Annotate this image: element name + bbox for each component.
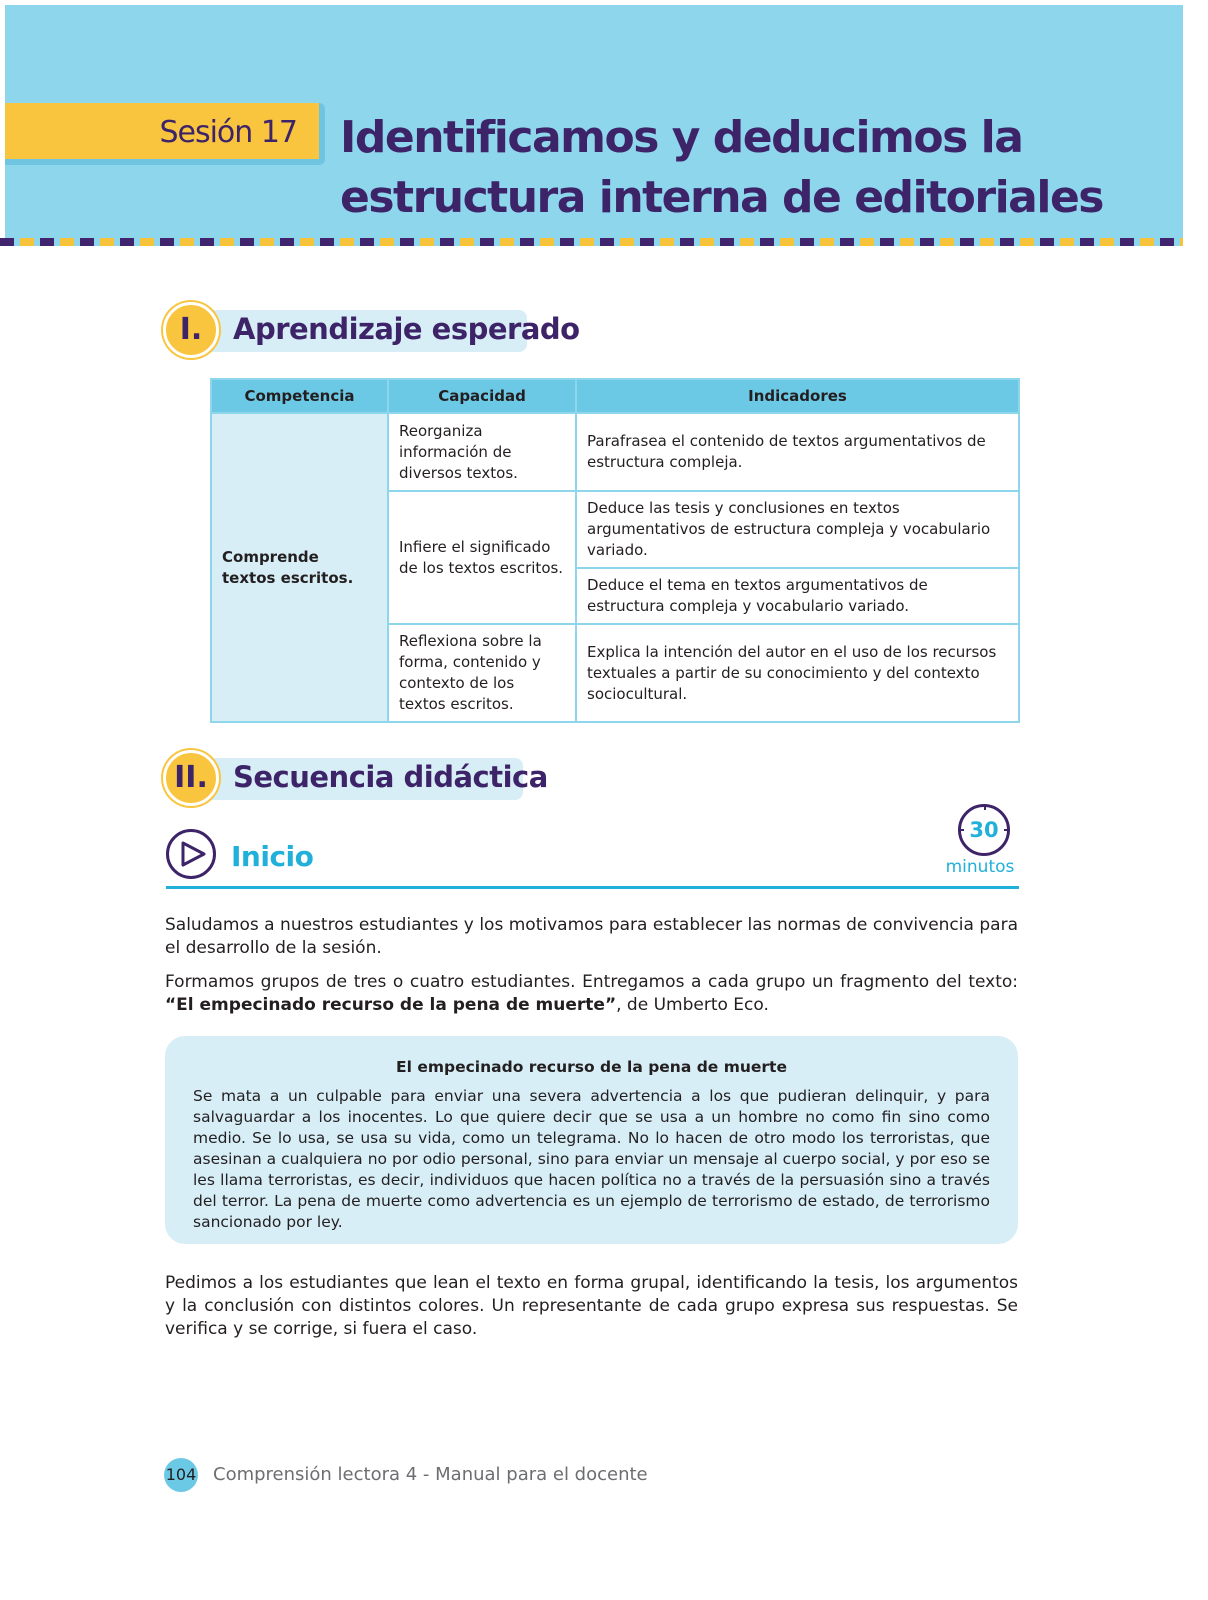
timer-unit: minutos <box>945 857 1015 877</box>
page-number: 104 <box>164 1458 198 1492</box>
indicador-cell: Deduce el tema en textos argumentativos de estructura compleja y vocabulario variado. <box>576 568 1019 624</box>
indicador-cell: Deduce las tesis y conclusiones en textos argumentativos de estructura compleja y vocabulario variado. <box>576 491 1019 568</box>
quote-body: Se mata a un culpable para enviar una severa advertencia a los que pudieran delinquir, y para salvaguardar a los inocentes. Lo que quiere decir que se usa a un hombre no como fin sino como medio. Se lo usa, se usa su vida, como un telegrama. No lo hacen de otro modo los terroristas, que asesinan a cualquiera no por odio personal, sino para enviar un mensaje al cuerpo social, y por eso se les llama terroristas, es decir, individuos que hacen política no a través de la persuasión sino a través del terror. La pena de muerte como advertencia es un ejemplo de terrorismo de estado, de terrorismo sancionado por ley. <box>193 1087 990 1231</box>
inicio-title: Inicio <box>231 840 314 873</box>
quote-title: El empecinado recurso de la pena de muerte <box>396 1058 787 1076</box>
paragraph-bold-title: “El empecinado recurso de la pena de muerte” <box>165 995 617 1015</box>
paragraph-text: Formamos grupos de tres o cuatro estudiantes. Entregamos a cada grupo un fragmento del texto: <box>165 972 1018 992</box>
capacidad-cell: Reorganiza información de diversos textos. <box>388 413 576 491</box>
table-header: Indicadores <box>576 379 1019 413</box>
paragraph: Pedimos a los estudiantes que lean el texto en forma grupal, identificando la tesis, los argumentos y la conclusión con distintos colores. Un representante de cada grupo expresa sus respuestas. Se verifica y se corrige, si fuera el caso. <box>165 1273 1018 1339</box>
section-title: Secuencia didáctica <box>233 760 548 794</box>
table-header-row <box>211 379 1019 413</box>
section-number: I. <box>179 312 203 347</box>
section-number: II. <box>174 760 208 795</box>
paragraph-text: , de Umberto Eco. <box>616 995 769 1015</box>
table-header: Competencia <box>211 379 388 413</box>
competencia-cell: Comprende textos escritos. <box>211 413 388 722</box>
learning-table <box>210 378 1020 723</box>
session-label: Sesión 17 <box>159 115 297 150</box>
session-tab <box>5 103 325 165</box>
paragraph <box>165 971 1018 1017</box>
capacidad-cell: Infiere el significado de los textos escritos. <box>388 491 576 624</box>
inicio-divider <box>166 886 1019 889</box>
footer-text: Comprensión lectora 4 - Manual para el docente <box>213 1464 648 1485</box>
table-row <box>211 413 1019 491</box>
play-icon <box>166 829 216 879</box>
page-title: Identificamos y deducimos la estructura interna de editoriales <box>340 112 1103 223</box>
table-header: Capacidad <box>388 379 576 413</box>
capacidad-cell: Reflexiona sobre la forma, contenido y contexto de los textos escritos. <box>388 624 576 722</box>
indicador-cell: Explica la intención del autor en el uso de los recursos textuales a partir de su conocimiento y del contexto sociocultural. <box>576 624 1019 722</box>
header-dashed-strip <box>0 238 1183 246</box>
paragraph: Saludamos a nuestros estudiantes y los motivamos para establecer las normas de convivencia para el desarrollo de la sesión. <box>165 915 1018 958</box>
stopwatch-icon <box>958 804 1010 856</box>
indicador-cell: Parafrasea el contenido de textos argumentativos de estructura compleja. <box>576 413 1019 491</box>
quote-box <box>165 1036 1018 1244</box>
section-title: Aprendizaje esperado <box>233 312 580 346</box>
timer-minutes: 30 <box>969 818 999 842</box>
